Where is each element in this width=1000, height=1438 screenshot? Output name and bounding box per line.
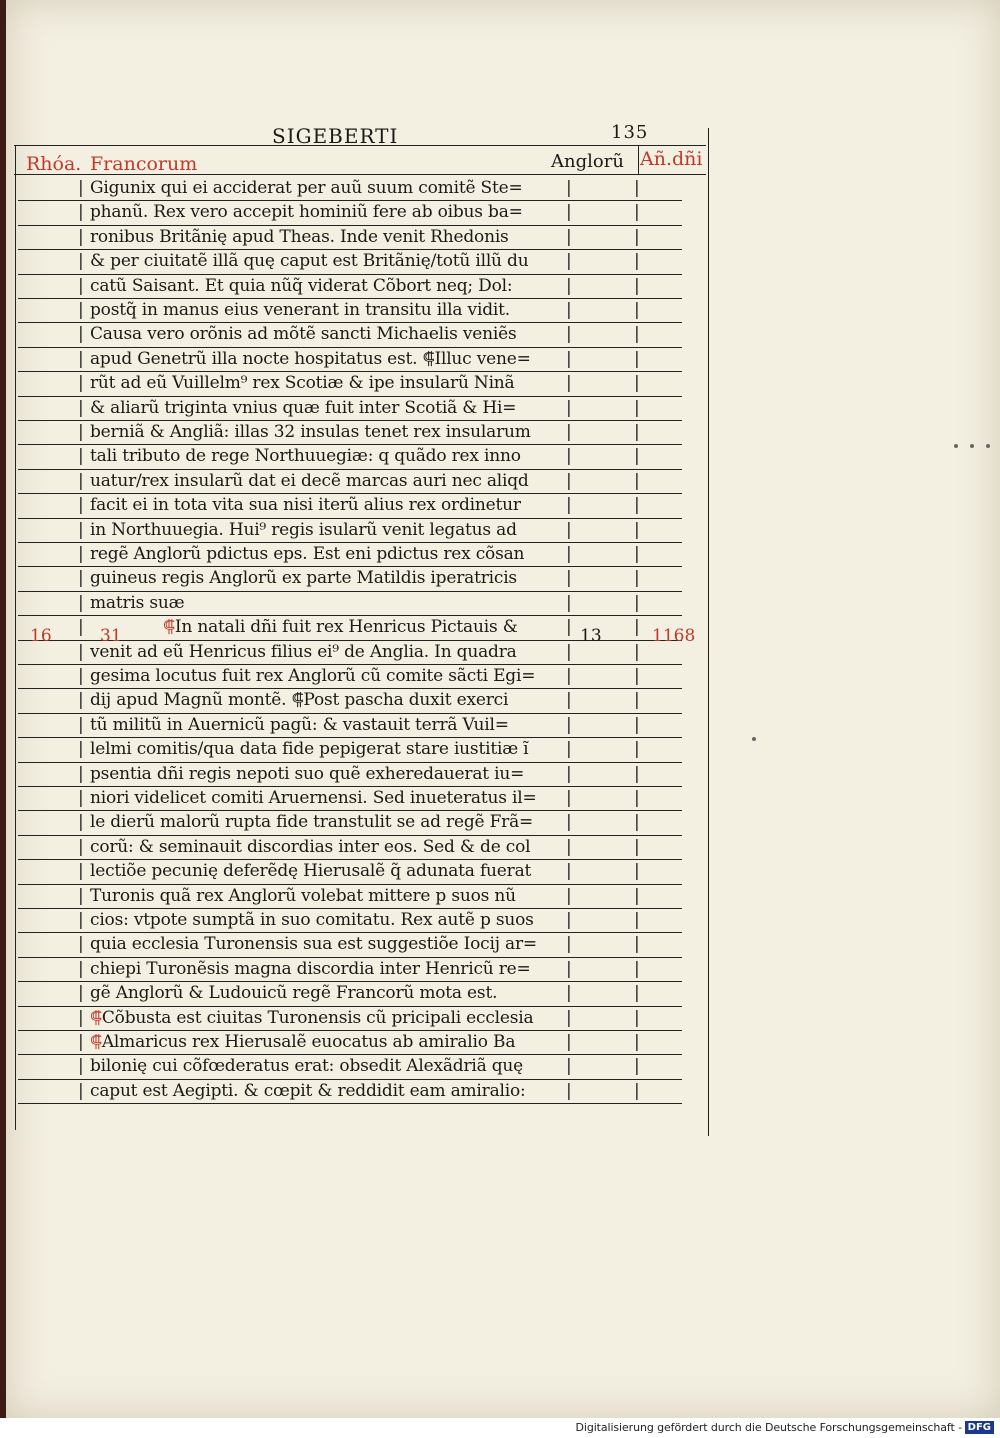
row-bar-right: | [566,934,572,955]
text-line: corũ: & seminauit discordias inter eos. Sed & de col [90,836,531,857]
footer-credit: Digitalisierung gefördert durch die Deutsche Forschungsgemeinschaft - [575,1421,962,1434]
row-bar-left: | [78,348,84,369]
right-frame-rule [708,128,709,1136]
row-bar-right: | [566,812,572,833]
header-rule-2 [14,174,706,175]
row-rule [18,1054,682,1055]
row-rule [18,932,682,933]
row-rule [18,1006,682,1007]
text-line: apud Genetrũ illa nocte hospitatus est. ⸿Illuc vene= [90,348,531,369]
row-bar-anno: | [634,690,640,711]
row-bar-anno: | [634,300,640,320]
row-bar-anno: | [634,836,640,857]
row-bar-right: | [566,422,572,442]
row-bar-left: | [78,495,84,516]
row-bar-anno: | [634,1056,640,1077]
row-bar-right: | [566,178,572,198]
row-bar-anno: | [634,910,640,930]
row-rule [18,810,682,811]
row-rule [18,981,682,982]
column-head-francorum: Francorum [90,153,198,175]
text-line: lelmi comitis/qua data fide pepigerat stare iustitiæ ĩ [90,739,529,760]
row-bar-anno: | [634,422,640,442]
text-line: rũt ad eũ Vuillelm⁹ rex Scotiæ & ipe insularũ Ninã [90,373,515,394]
row-rule [18,396,682,397]
row-bar-right: | [566,324,572,345]
text-line: facit ei in tota vita sua nisi iterũ alius rex ordinetur [90,495,521,516]
text-line: in Northuuegia. Hui⁹ regis isularũ venit legatus ad [90,519,517,540]
row-bar-anno: | [634,470,640,491]
row-bar-left: | [78,470,84,491]
row-rule [18,200,682,201]
ink-spot [986,444,990,448]
row-bar-anno: | [634,495,640,516]
row-bar-right: | [566,788,572,808]
text-line: gẽ Anglorũ & Ludouicũ regẽ Francorũ mota est. [90,983,498,1004]
row-bar-anno: | [634,739,640,760]
row-bar-anno: | [634,251,640,272]
row-bar-anno: | [634,519,640,540]
row-bar-left: | [78,1032,84,1052]
row-rule [18,786,682,787]
text-line: venit ad eũ Henricus filius ei⁹ de Anglia. In quadra [90,641,517,662]
row-rule [18,542,682,543]
row-rule [18,1103,682,1104]
row-bar-left: | [78,592,84,613]
row-bar-anno: | [634,324,640,345]
row-bar-left: | [78,641,84,662]
row-bar-left: | [78,1080,84,1101]
text-line: berniã & Angliã: illas 32 insulas tenet rex insularum [90,422,531,442]
text-line: matris suæ [90,592,185,613]
row-bar-left: | [78,983,84,1004]
row-bar-right: | [566,275,572,296]
row-bar-right: | [566,202,572,223]
text-line: bilonię cui cõfœderatus erat: obsedit Alexãdriã quę [90,1056,524,1077]
row-rule [18,615,682,616]
row-rule [18,249,682,250]
date-anno-domini: 1168 [652,626,696,646]
row-bar-left: | [78,812,84,833]
row-bar-left: | [78,397,84,418]
row-bar-right: | [566,544,572,564]
row-bar-anno: | [634,202,640,223]
text-line: phanũ. Rex vero accepit hominiũ fere ab oibus ba= [90,202,523,223]
date-rhoa: 16 [30,626,52,646]
row-bar-anno: | [634,861,640,882]
dfg-logo: DFG [965,1421,994,1434]
digitization-footer [0,1418,1000,1438]
anno-column-rule [638,145,639,175]
row-bar-right: | [566,714,572,735]
row-bar-right: | [566,958,572,979]
row-bar-left: | [78,202,84,223]
text-line: Causa vero orõnis ad mõtẽ sancti Michaelis veniẽs [90,324,517,345]
row-bar-right: | [566,861,572,882]
text-line: Gigunix qui ei acciderat per auũ suum comitẽ Ste= [90,178,523,198]
row-rule [18,688,682,689]
text-line: le dierũ malorũ rupta fide transtulit se ad regẽ Frã= [90,812,534,833]
row-bar-right: | [566,373,572,394]
text-line: lectiõe pecunię deferẽdę Hierusalẽ q̃ adunata fuerat [90,861,532,882]
text-line: ⸿Cõbusta est ciuitas Turonensis cũ pricipali ecclesia [90,1007,534,1028]
row-bar-right: | [566,641,572,662]
row-rule [18,591,682,592]
row-bar-left: | [78,690,84,711]
row-bar-right: | [566,348,572,369]
row-bar-left: | [78,788,84,808]
row-rule [18,737,682,738]
row-bar-left: | [78,714,84,735]
row-rule [18,566,682,567]
text-line: gesima locutus fuit rex Anglorũ cũ comite sãcti Egi= [90,666,536,686]
row-bar-right: | [566,397,572,418]
row-bar-left: | [78,300,84,320]
row-rule [18,322,682,323]
row-rule [18,957,682,958]
row-bar-right: | [566,1056,572,1077]
row-bar-left: | [78,226,84,247]
row-rule [18,1030,682,1031]
row-bar-anno: | [634,348,640,369]
text-line: & per ciuitatẽ illã quę caput est Britãnię/totũ illũ du [90,251,529,272]
column-head-rhoa: Rhóa. [26,153,82,175]
row-rule [18,884,682,885]
row-rule [18,444,682,445]
row-bar-right: | [566,226,572,247]
date-anglorum: 13 [580,626,602,646]
row-bar-right: | [566,910,572,930]
row-bar-left: | [78,958,84,979]
row-bar-right: | [566,495,572,516]
row-bar-left: | [78,422,84,442]
text-line: uatur/rex insularũ dat ei decẽ marcas auri nec aliqd [90,470,529,491]
row-bar-right: | [566,519,572,540]
row-bar-left: | [78,178,84,198]
row-bar-anno: | [634,983,640,1004]
row-bar-anno: | [634,568,640,589]
row-rule [18,493,682,494]
row-bar-left: | [78,885,84,906]
row-rule [18,225,682,226]
date-francorum: 31 [100,626,122,646]
row-bar-left: | [78,1056,84,1077]
row-bar-anno: | [634,641,640,662]
row-bar-anno: | [634,885,640,906]
row-bar-right: | [566,470,572,491]
row-bar-anno: | [634,446,640,467]
row-bar-anno: | [634,592,640,613]
row-bar-right: | [566,983,572,1004]
row-bar-left: | [78,519,84,540]
row-bar-anno: | [634,812,640,833]
row-bar-left: | [78,934,84,955]
row-bar-left: | [78,373,84,394]
row-bar-left: | [78,251,84,272]
row-bar-right: | [566,592,572,613]
row-bar-left: | [78,666,84,686]
row-bar-left: | [78,544,84,564]
text-line: niori videlicet comiti Aruernensi. Sed inueteratus il= [90,788,537,808]
row-bar-right: | [566,251,572,272]
row-bar-right: | [566,1032,572,1052]
row-rule [18,908,682,909]
row-bar-anno: | [634,275,640,296]
text-line: dij apud Magnũ montẽ. ⸿Post pascha duxit exerci [90,690,509,711]
row-bar-right: | [566,763,572,784]
column-head-anglorum: Anglorũ [551,151,624,172]
row-bar-left: | [78,763,84,784]
text-line: caput est Aegipti. & cœpit & reddidit eam amiralio: [90,1080,526,1101]
row-rule [18,859,682,860]
row-bar-right: | [566,666,572,686]
row-bar-left: | [78,568,84,589]
row-bar-left: | [78,446,84,467]
row-bar-anno: | [634,714,640,735]
text-line: regẽ Anglorũ pdictus eps. Est eni pdictus rex cõsan [90,544,525,564]
ink-spot [970,444,974,448]
row-rule [18,298,682,299]
row-bar-right: | [566,300,572,320]
row-bar-right: | [566,690,572,711]
row-bar-anno: | [634,666,640,686]
row-bar-left: | [78,617,84,638]
text-line: quia ecclesia Turonensis sua est suggestiõe Iocij ar= [90,934,537,955]
row-bar-anno: | [634,1080,640,1101]
text-line: tũ militũ in Auernicũ pagũ: & vastauit terrã Vuil= [90,714,509,735]
row-bar-anno: | [634,397,640,418]
row-bar-left: | [78,910,84,930]
text-line: tali tributo de rege Northuuegiæ: q quãdo rex inno [90,446,521,467]
text-line: ronibus Britãnię apud Theas. Inde venit Rhedonis [90,226,509,247]
row-bar-anno: | [634,1007,640,1028]
running-title: SIGEBERTI [272,124,399,148]
row-bar-right: | [566,1080,572,1101]
ink-spot [954,444,958,448]
row-bar-anno: | [634,544,640,564]
row-bar-anno: | [634,373,640,394]
row-bar-anno: | [634,226,640,247]
row-bar-left: | [78,861,84,882]
row-bar-right: | [566,885,572,906]
text-line: cios: vtpote sumptã in suo comitatu. Rex autẽ p suos [90,910,534,930]
text-line: catũ Saisant. Et quia nũq̃ viderat Cõbort neq; Dol: [90,275,513,296]
row-rule [18,347,682,348]
row-bar-left: | [78,836,84,857]
row-rule [18,469,682,470]
row-bar-anno: | [634,1032,640,1052]
row-bar-anno: | [634,763,640,784]
text-line: & aliarũ triginta vnius quæ fuit inter Scotiã & Hi= [90,397,517,418]
row-bar-anno: | [634,934,640,955]
ink-spot [752,737,756,741]
row-rule [18,664,682,665]
folio-number: 135 [611,122,649,143]
row-rule [18,1079,682,1080]
row-bar-left: | [78,324,84,345]
row-bar-left: | [78,1007,84,1028]
row-rule [18,274,682,275]
text-line: guineus regis Anglorũ ex parte Matildis iperatricis [90,568,517,589]
row-bar-left: | [78,275,84,296]
left-frame-rule [15,145,16,1130]
text-line: postq̃ in manus eius venerant in transitu illa vidit. [90,300,510,320]
row-bar-right: | [566,836,572,857]
row-rule [18,371,682,372]
row-bar-anno: | [634,617,640,638]
text-line: ⸿In natali dñi fuit rex Henricus Pictauis & [163,617,518,638]
row-rule [18,713,682,714]
header-rule [14,145,706,146]
row-bar-right: | [566,446,572,467]
row-rule [18,835,682,836]
row-rule [18,518,682,519]
row-bar-anno: | [634,788,640,808]
row-bar-right: | [566,1007,572,1028]
text-line: Turonis quã rex Anglorũ volebat mittere p suos nũ [90,885,516,906]
text-line: chiepi Turonẽsis magna discordia inter Henricũ re= [90,958,531,979]
text-line: ⸿Almaricus rex Hierusalẽ euocatus ab amiralio Ba [90,1032,516,1052]
row-bar-right: | [566,739,572,760]
row-bar-anno: | [634,958,640,979]
row-bar-right: | [566,568,572,589]
row-rule [18,420,682,421]
row-bar-right: | [566,617,572,638]
row-bar-anno: | [634,178,640,198]
text-line: psentia dñi regis nepoti suo quẽ exheredauerat iu= [90,763,525,784]
row-rule [18,762,682,763]
column-head-anno-domini: Añ.dñi [640,148,703,170]
row-bar-left: | [78,739,84,760]
